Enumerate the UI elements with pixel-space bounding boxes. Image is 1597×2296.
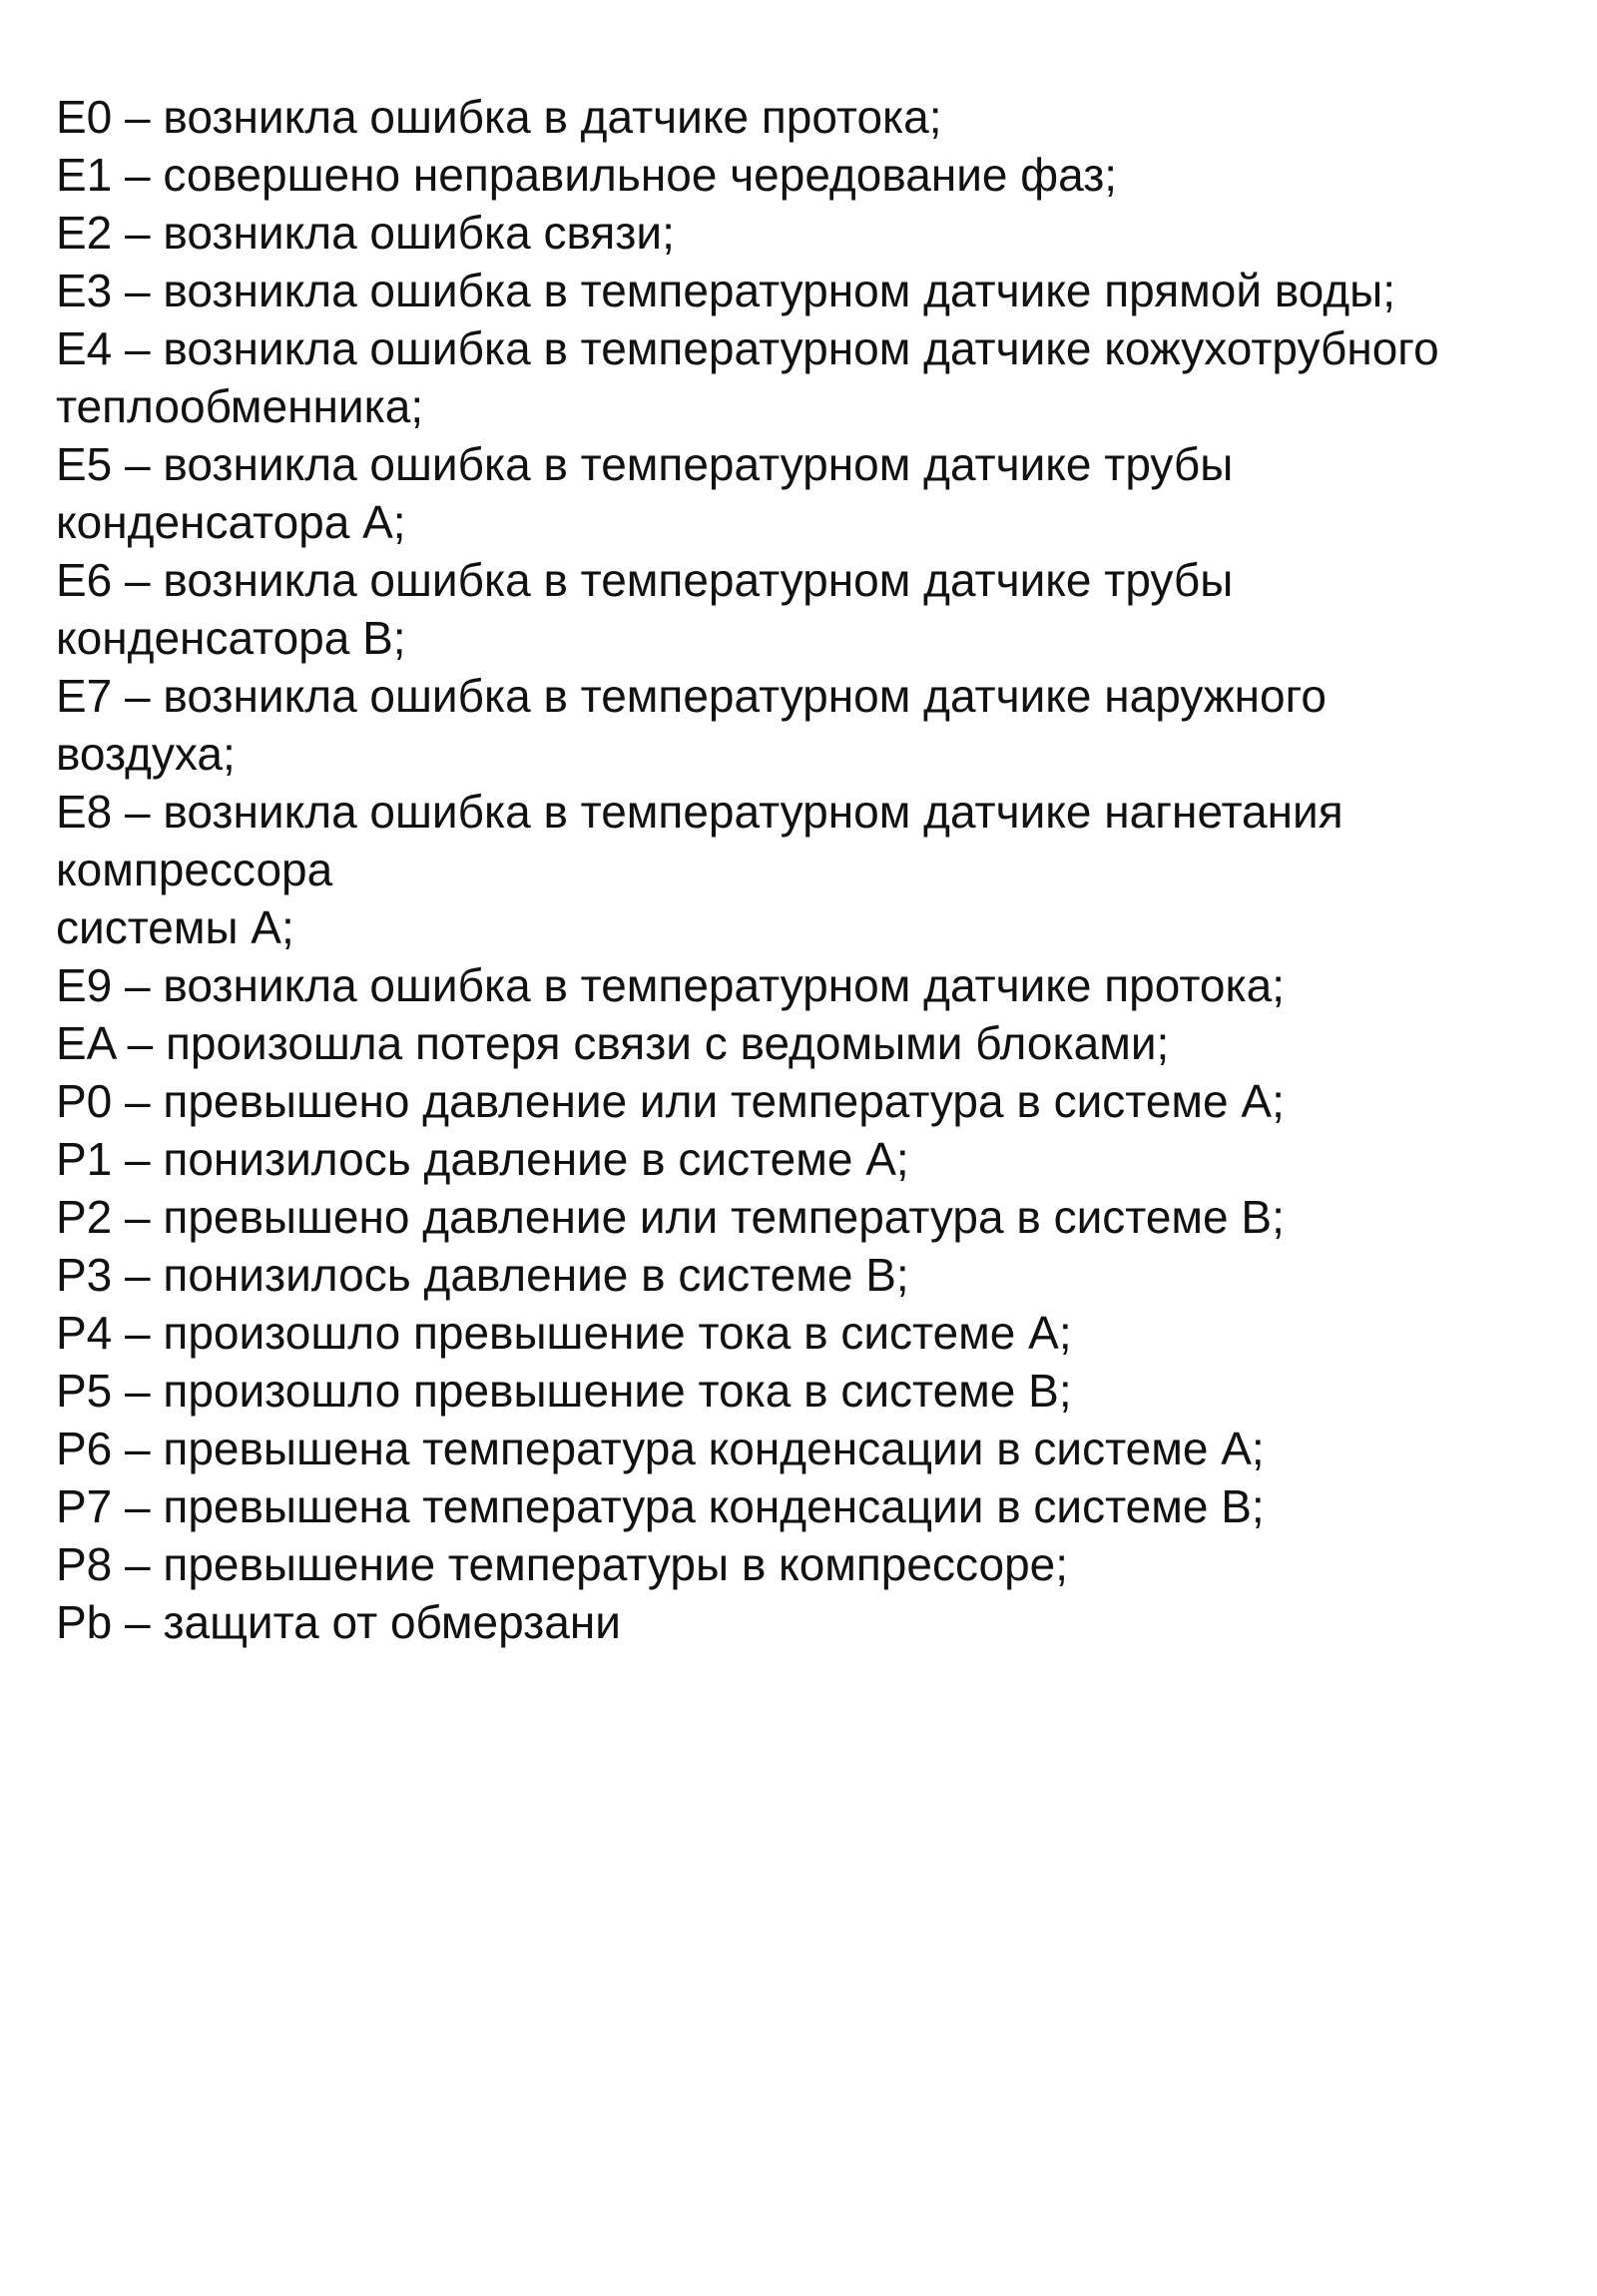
code-line-e1: E1 – совершено неправильное чередование фаз; bbox=[56, 149, 1118, 201]
code-line-p7: P7 – превышена температура конденсации в системе B; bbox=[56, 1480, 1265, 1532]
code-line-p6: P6 – превышена температура конденсации в системе A; bbox=[56, 1423, 1265, 1474]
code-line-p8: P8 – превышение температуры в компрессоре; bbox=[56, 1538, 1069, 1590]
code-line-e6: E6 – возникла ошибка в температурном датчике трубы bbox=[56, 554, 1234, 606]
code-line-p3: P3 – понизилось давление в системе B; bbox=[56, 1249, 909, 1301]
code-line-pb: Pb – защита от обмерзани bbox=[56, 1596, 621, 1648]
code-line-e4-cont: теплообменника; bbox=[56, 380, 424, 432]
code-line-e5-cont: конденсатора A; bbox=[56, 496, 406, 548]
code-line-e7: E7 – возникла ошибка в температурном датчике наружного bbox=[56, 670, 1327, 722]
code-line-p4: P4 – произошло превышение тока в системе A; bbox=[56, 1307, 1072, 1359]
code-line-e8: E8 – возникла ошибка в температурном датчике нагнетания bbox=[56, 786, 1343, 838]
code-line-e7-cont: воздуха; bbox=[56, 728, 236, 780]
code-line-e0: E0 – возникла ошибка в датчике протока; bbox=[56, 91, 942, 143]
code-line-ea: EA – произошла потеря связи с ведомыми блоками; bbox=[56, 1017, 1170, 1069]
code-line-e3: E3 – возникла ошибка в температурном датчике прямой воды; bbox=[56, 265, 1396, 316]
code-line-e6-cont: конденсатора B; bbox=[56, 612, 406, 664]
code-line-e8-cont-2: системы A; bbox=[56, 901, 294, 953]
code-line-e2: E2 – возникла ошибка связи; bbox=[56, 207, 675, 259]
code-line-e5: E5 – возникла ошибка в температурном датчике трубы bbox=[56, 438, 1234, 490]
error-code-list bbox=[56, 88, 1597, 1651]
code-line-p5: P5 – произошло превышение тока в системе B; bbox=[56, 1365, 1072, 1417]
code-line-p0: P0 – превышено давление или температура в системе A; bbox=[56, 1075, 1285, 1127]
code-line-e9: E9 – возникла ошибка в температурном датчике протока; bbox=[56, 959, 1285, 1011]
code-line-p1: P1 – понизилось давление в системе A; bbox=[56, 1133, 909, 1185]
code-line-e8-cont-1: компрессора bbox=[56, 844, 333, 895]
code-line-e4: E4 – возникла ошибка в температурном датчике кожухотрубного bbox=[56, 322, 1439, 374]
code-line-p2: P2 – превышено давление или температура в системе B; bbox=[56, 1191, 1285, 1243]
